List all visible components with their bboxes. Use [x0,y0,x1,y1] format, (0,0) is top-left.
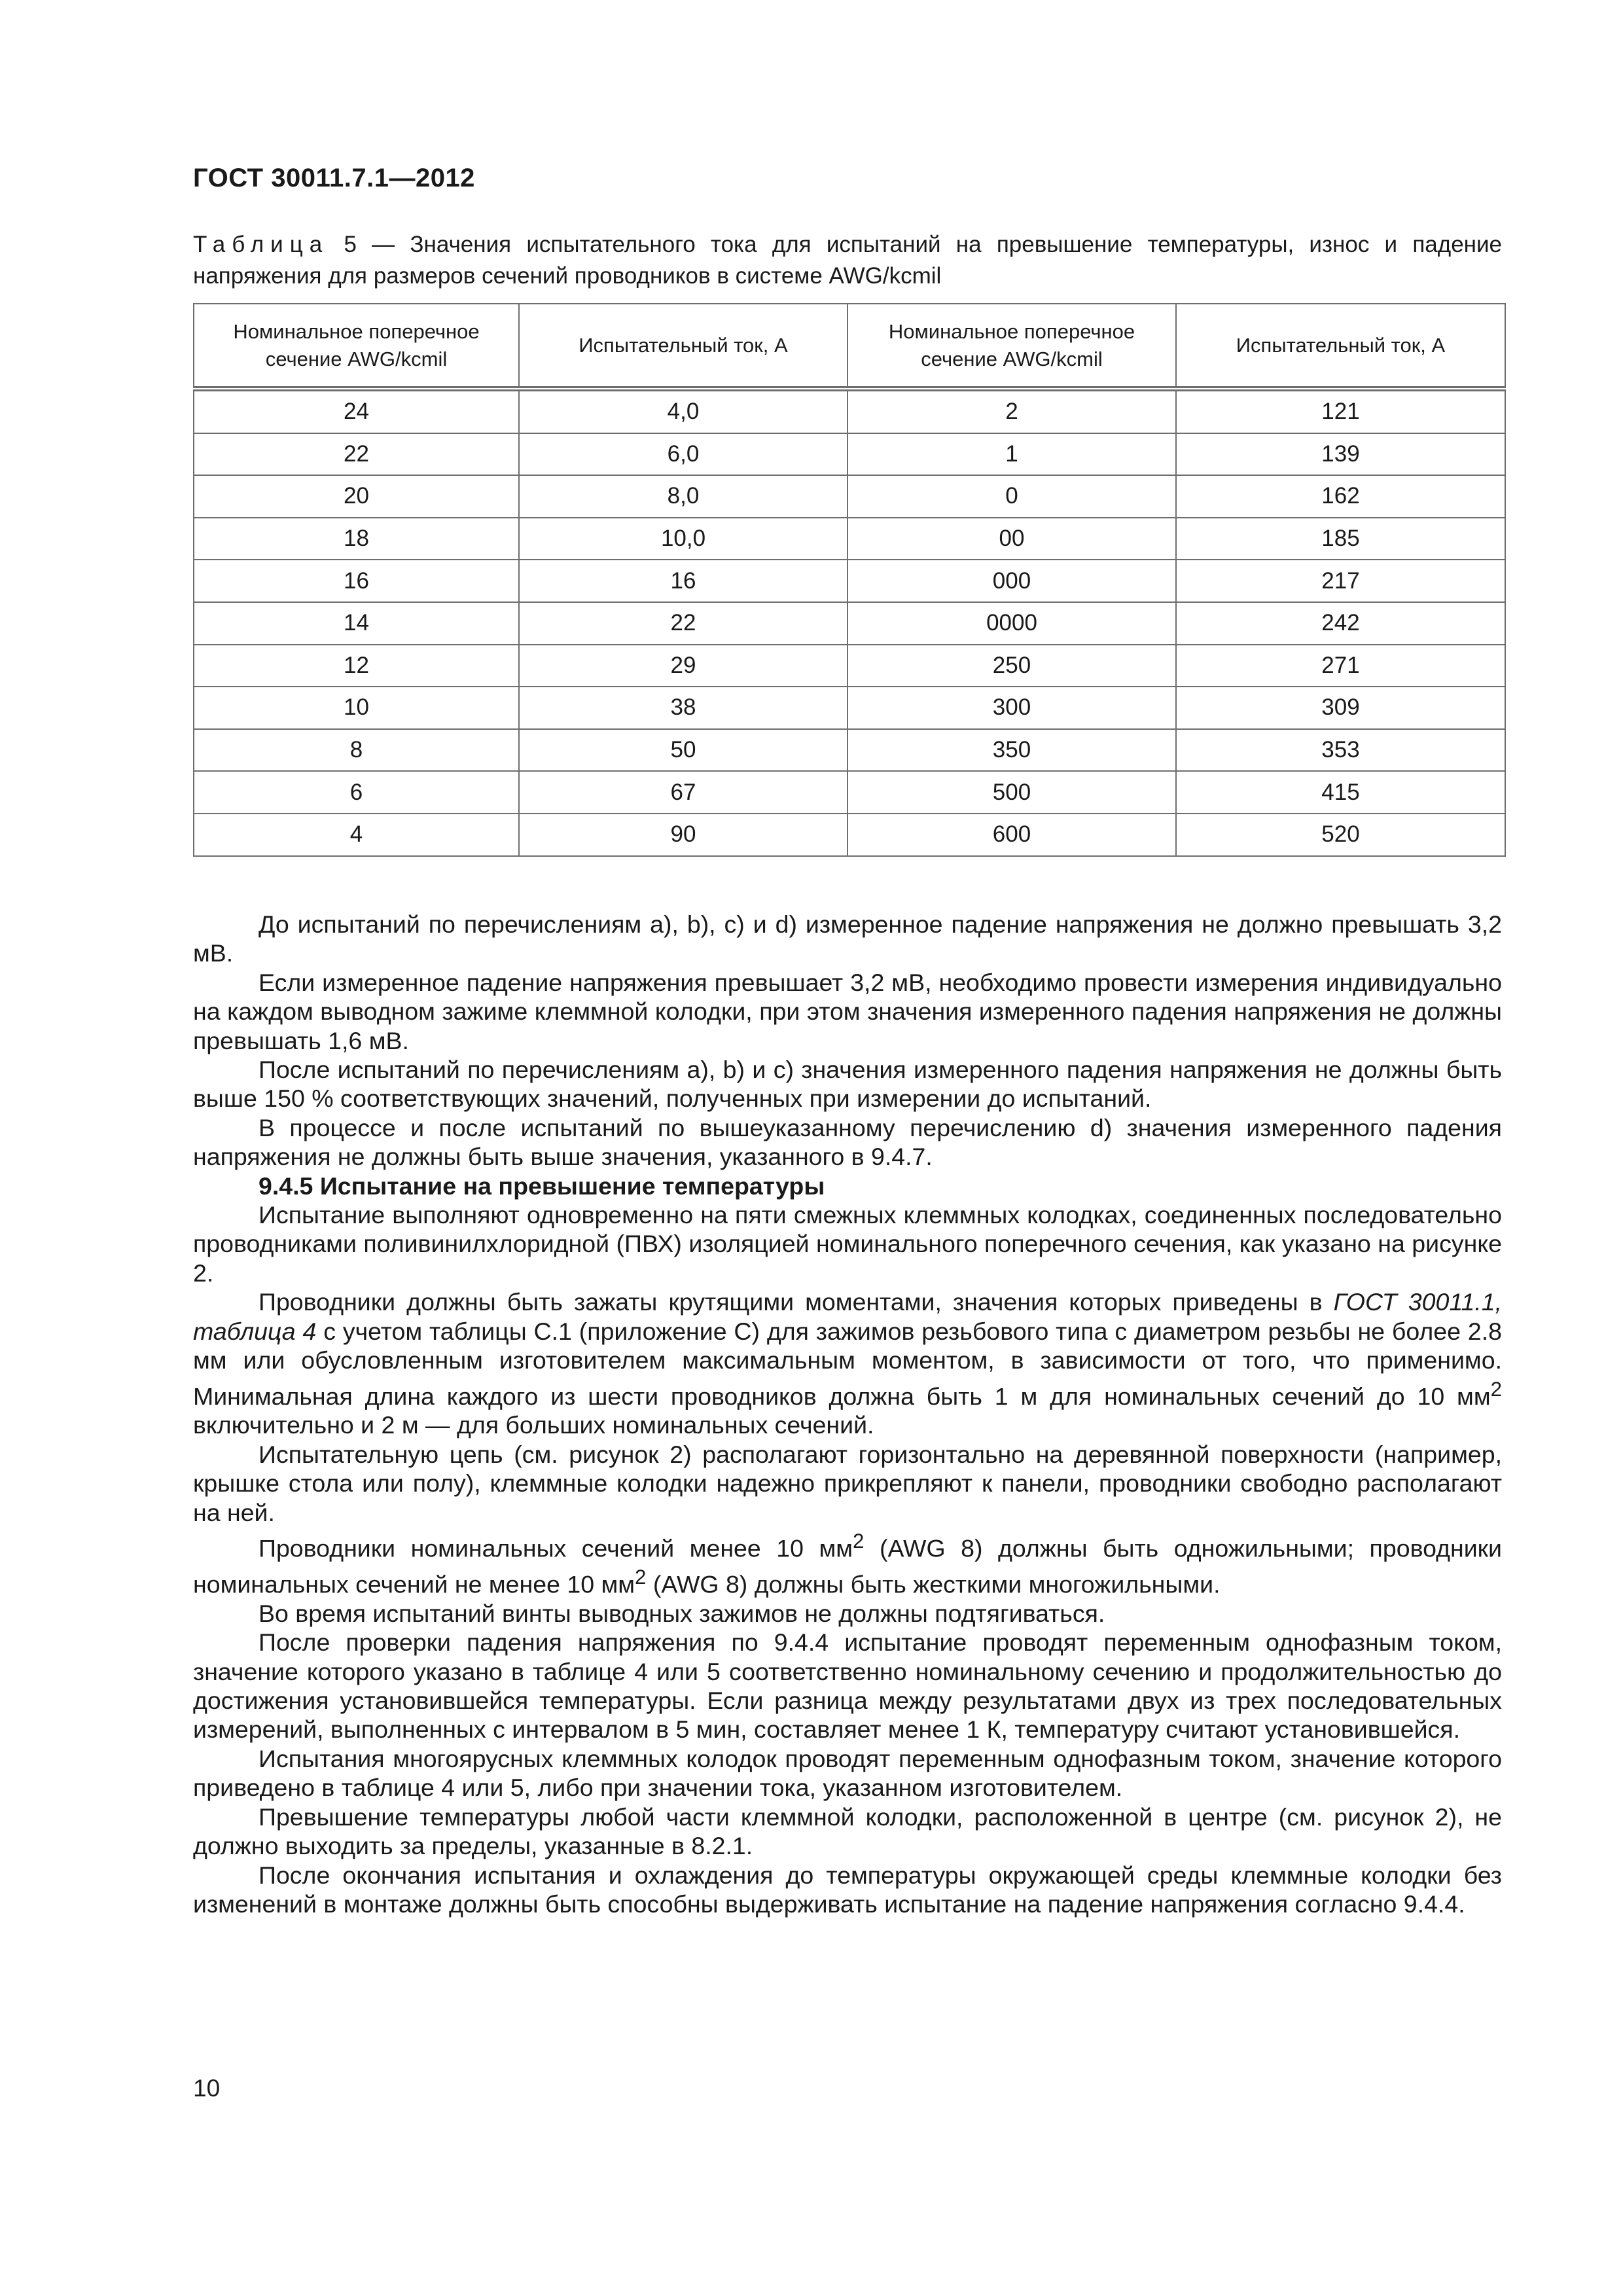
table-row [194,518,1505,560]
table-cell: 20 [194,475,519,518]
table-cell: 4,0 [519,389,847,433]
table-cell: 29 [519,645,847,687]
paragraph: Превышение температуры любой части клеммной колодки, расположенной в центре (см. рисунок 2), не должно выходить за пределы, указанные в 8.2.1. [193,1803,1502,1860]
table-cell: 90 [519,814,847,856]
table-cell: 0 [847,475,1176,518]
header-cross-section-1: Номинальное поперечное сечение AWG/kcmil [194,304,519,389]
table-cell: 18 [194,518,519,560]
table-cell: 520 [1176,814,1505,856]
table-row [194,645,1505,687]
table-cell: 00 [847,518,1176,560]
text-run: с учетом таблицы С.1 (приложение С) для зажимов резьбового типа с диаметром резьбы не более 2.8 мм или обусловленным изготовителем максимальным моментом, в зависимости от того, что применимо. Минимальная длина каждого из шести проводников должна быть 1 м для номинальных сечений до 10 мм [193,1317,1502,1410]
table-cell: 22 [519,602,847,645]
table-caption-lead: Таблица [193,232,329,257]
table-cell: 600 [847,814,1176,856]
table-cell: 6,0 [519,433,847,476]
table-cell: 0000 [847,602,1176,645]
table-header-row [194,304,1505,389]
table-cell: 353 [1176,729,1505,772]
table-cell: 4 [194,814,519,856]
table-cell: 38 [519,687,847,729]
paragraph: Во время испытаний винты выводных зажимов не должны подтягиваться. [259,1599,1105,1627]
table-cell: 67 [519,771,847,814]
table-row [194,560,1505,602]
paragraph [193,1287,1502,1440]
document-code: ГОСТ 30011.7.1—2012 [193,164,475,192]
paragraph: До испытаний по перечислениям a), b), c) и d) измеренное падение напряжения не должно превышать 3,2 мВ. [193,910,1502,967]
paragraph [193,1527,1502,1599]
text-run: (AWG 8) должны быть одножильными; проводники номинальных сечений не менее 10 мм [193,1534,1502,1598]
table-row [194,389,1505,433]
text-run: Проводники номинальных сечений менее 10 мм [259,1534,853,1562]
table-cell: 10 [194,687,519,729]
table-cell: 271 [1176,645,1505,687]
table-cell: 8,0 [519,475,847,518]
superscript: 2 [1490,1377,1502,1401]
table-cell: 185 [1176,518,1505,560]
table-cell: 22 [194,433,519,476]
table-cell: 350 [847,729,1176,772]
table-cell: 1 [847,433,1176,476]
table-cell: 242 [1176,602,1505,645]
superscript: 2 [853,1530,865,1553]
paragraph: Испытательную цепь (см. рисунок 2) располагают горизонтально на деревянной поверхности (например, крышке стола или полу), клеммные колодки надежно прикрепляют к панели, проводники свободно располагают на ней. [193,1440,1502,1526]
table-cell: 250 [847,645,1176,687]
table-row [194,729,1505,772]
text-run: включительно и 2 м — для больших номинальных сечений. [193,1411,874,1439]
table-row [194,433,1505,476]
table-row [194,602,1505,645]
table-cell: 8 [194,729,519,772]
table-cell: 121 [1176,389,1505,433]
section-heading: 9.4.5 Испытание на превышение температуры [259,1172,825,1200]
table-cell: 500 [847,771,1176,814]
table-row [194,814,1505,856]
table-row [194,687,1505,729]
standard-reference: ГОСТ 30011.1, таблица 4 [193,1288,1502,1345]
table-cell: 16 [519,560,847,602]
table-cell: 10,0 [519,518,847,560]
table-cell: 000 [847,560,1176,602]
text-run: Проводники должны быть зажаты крутящими моментами, значения которых приведены в [259,1288,1334,1316]
paragraph: После проверки падения напряжения по 9.4.4 испытание проводят переменным однофазным током, значение которого указано в таблице 4 или 5 соответственно номинальному сечению и продолжительностью до достижения установившейся температуры. Если разница между результатами двух из трех последовательных измерений, выполненных с интервалом в 5 мин, составляет менее 1 К, температуру считают установившейся. [193,1628,1502,1744]
paragraph: В процессе и после испытаний по вышеуказанному перечислению d) значения измеренного падения напряжения не должны быть выше значения, указанного в 9.4.7. [193,1113,1502,1171]
header-test-current-1: Испытательный ток, А [519,304,847,389]
text-run: (AWG 8) должны быть жесткими многожильными. [646,1570,1221,1598]
page-number: 10 [193,2075,221,2102]
paragraph: Испытание выполняют одновременно на пяти смежных клеммных колодках, соединенных последовательно проводниками поливинилхлоридной (ПВХ) изоляцией номинального поперечного сечения, как указано на рисунке 2. [193,1201,1502,1287]
table-cell: 162 [1176,475,1505,518]
paragraph: Если измеренное падение напряжения превышает 3,2 мВ, необходимо провести измерения индивидуально на каждом выводном зажиме клеммной колодки, при этом значения измеренного падения напряжения не должны превышать 1,6 мВ. [193,968,1502,1054]
table-row [194,475,1505,518]
table-cell: 24 [194,389,519,433]
body-text [193,910,1502,1918]
paragraph: Испытания многоярусных клеммных колодок проводят переменным однофазным током, значение которого приведено в таблице 4 или 5, либо при значении тока, указанном изготовителем. [193,1744,1502,1802]
paragraph: После испытаний по перечислениям a), b) и c) значения измеренного падения напряжения не должны быть выше 150 % соответствующих значений, полученных при измерении до испытаний. [193,1056,1502,1113]
table-cell: 139 [1176,433,1505,476]
table-cell: 309 [1176,687,1505,729]
table-cell: 50 [519,729,847,772]
table-caption-text: 5 — Значения испытательного тока для испытаний на превышение температуры, износ и падение напряжения для размеров сечений проводников в системе AWG/kcmil [193,232,1502,289]
test-current-table [193,303,1506,857]
table-caption [193,229,1502,292]
table-cell: 300 [847,687,1176,729]
header-test-current-2: Испытательный ток, А [1176,304,1505,389]
table-cell: 14 [194,602,519,645]
paragraph: После окончания испытания и охлаждения до температуры окружающей среды клеммные колодки без изменений в монтаже должны быть способны выдерживать испытание на падение напряжения согласно 9.4.4. [193,1861,1502,1918]
table-cell: 16 [194,560,519,602]
table-cell: 2 [847,389,1176,433]
table-cell: 415 [1176,771,1505,814]
header-cross-section-2: Номинальное поперечное сечение AWG/kcmil [847,304,1176,389]
table-cell: 12 [194,645,519,687]
table-cell: 217 [1176,560,1505,602]
table-cell: 6 [194,771,519,814]
table-row [194,771,1505,814]
superscript: 2 [635,1565,647,1588]
